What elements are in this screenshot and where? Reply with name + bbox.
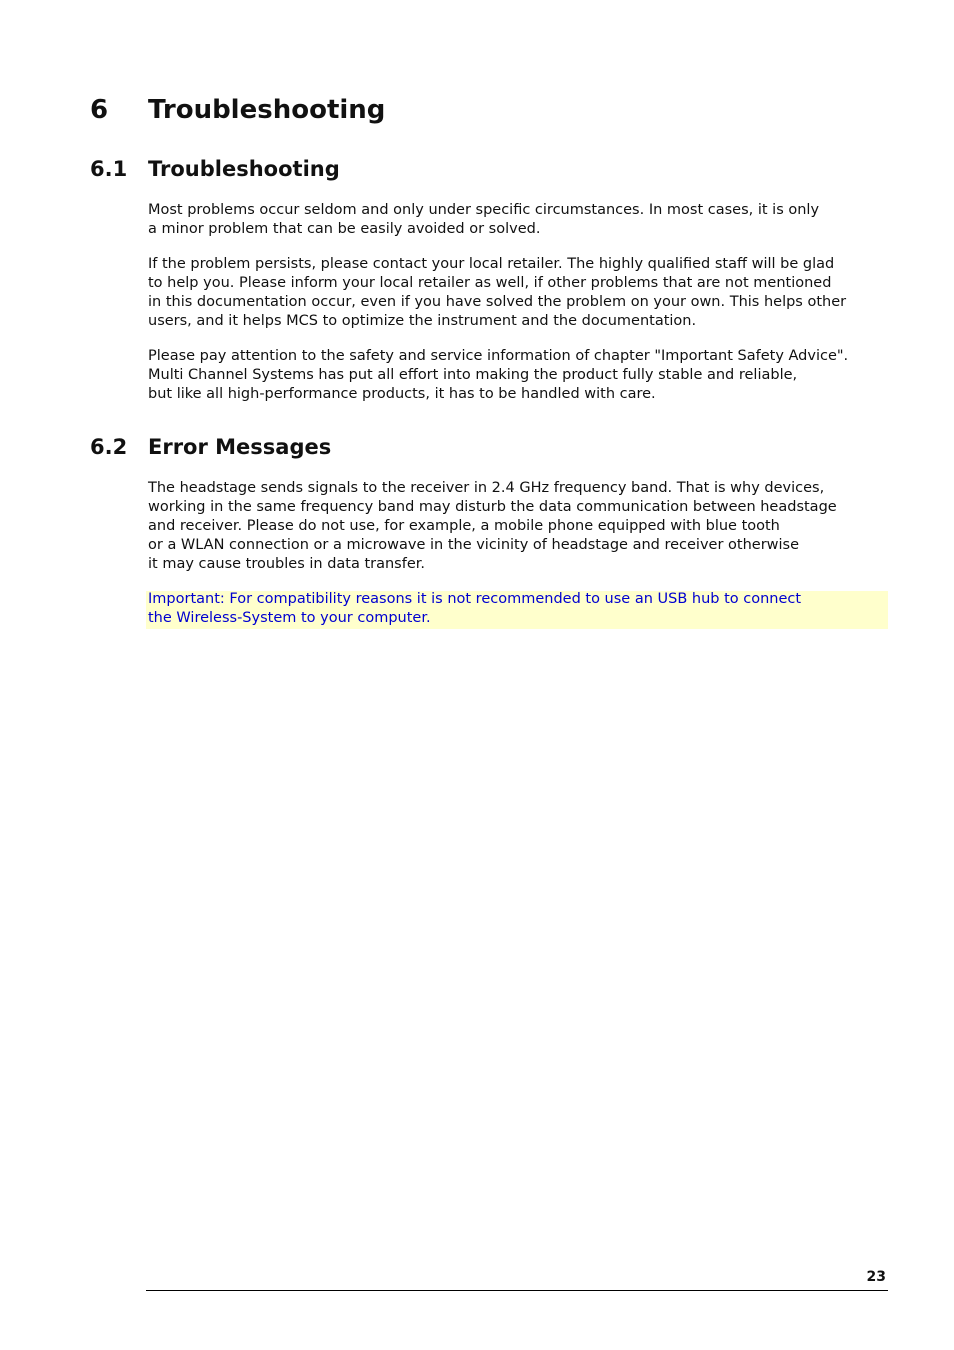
paragraph xyxy=(148,479,888,574)
text-line: users, and it helps MCS to optimize the instrument and the documentation. xyxy=(148,313,697,329)
text-line: in this documentation occur, even if you have solved the problem on your own. This helps other xyxy=(148,294,847,310)
text-line: Important: For compatibility reasons it is not recommended to use an USB hub to connect xyxy=(148,591,802,607)
text-line: Please pay attention to the safety and service information of chapter "Important Safety Advice". xyxy=(148,348,849,364)
paragraph xyxy=(148,347,888,404)
section-number: 6.1 xyxy=(90,157,128,181)
paragraph xyxy=(148,255,888,331)
text-line: The headstage sends signals to the receiver in 2.4 GHz frequency band. That is why devices, xyxy=(148,480,825,496)
text-line: a minor problem that can be easily avoided or solved. xyxy=(148,221,541,237)
important-note-box xyxy=(146,591,888,629)
footer-divider xyxy=(146,1290,888,1291)
text-line: Most problems occur seldom and only under specific circumstances. In most cases, it is only xyxy=(148,202,820,218)
section-number: 6.2 xyxy=(90,435,128,459)
chapter-title: Troubleshooting xyxy=(148,95,386,125)
text-line: it may cause troubles in data transfer. xyxy=(148,556,426,572)
section-heading-6-1 xyxy=(90,155,340,183)
page-number: 23 xyxy=(866,1269,886,1285)
section-title: Error Messages xyxy=(148,435,332,459)
text-line: and receiver. Please do not use, for example, a mobile phone equipped with blue tooth xyxy=(148,518,780,534)
text-line: or a WLAN connection or a microwave in the vicinity of headstage and receiver otherwise xyxy=(148,537,800,553)
chapter-heading xyxy=(90,92,385,128)
section-title: Troubleshooting xyxy=(148,157,340,181)
paragraph xyxy=(148,201,888,239)
text-line: working in the same frequency band may disturb the data communication between headstage xyxy=(148,499,837,515)
text-line: If the problem persists, please contact your local retailer. The highly qualified staff will be glad xyxy=(148,256,835,272)
section-heading-6-2 xyxy=(90,433,331,461)
text-line: the Wireless-System to your computer. xyxy=(148,610,431,626)
text-line: but like all high-performance products, it has to be handled with care. xyxy=(148,386,656,402)
text-line: to help you. Please inform your local retailer as well, if other problems that are not mentioned xyxy=(148,275,832,291)
text-line: Multi Channel Systems has put all effort into making the product fully stable and reliable, xyxy=(148,367,798,383)
important-note-text xyxy=(148,590,801,628)
chapter-number: 6 xyxy=(90,95,109,125)
